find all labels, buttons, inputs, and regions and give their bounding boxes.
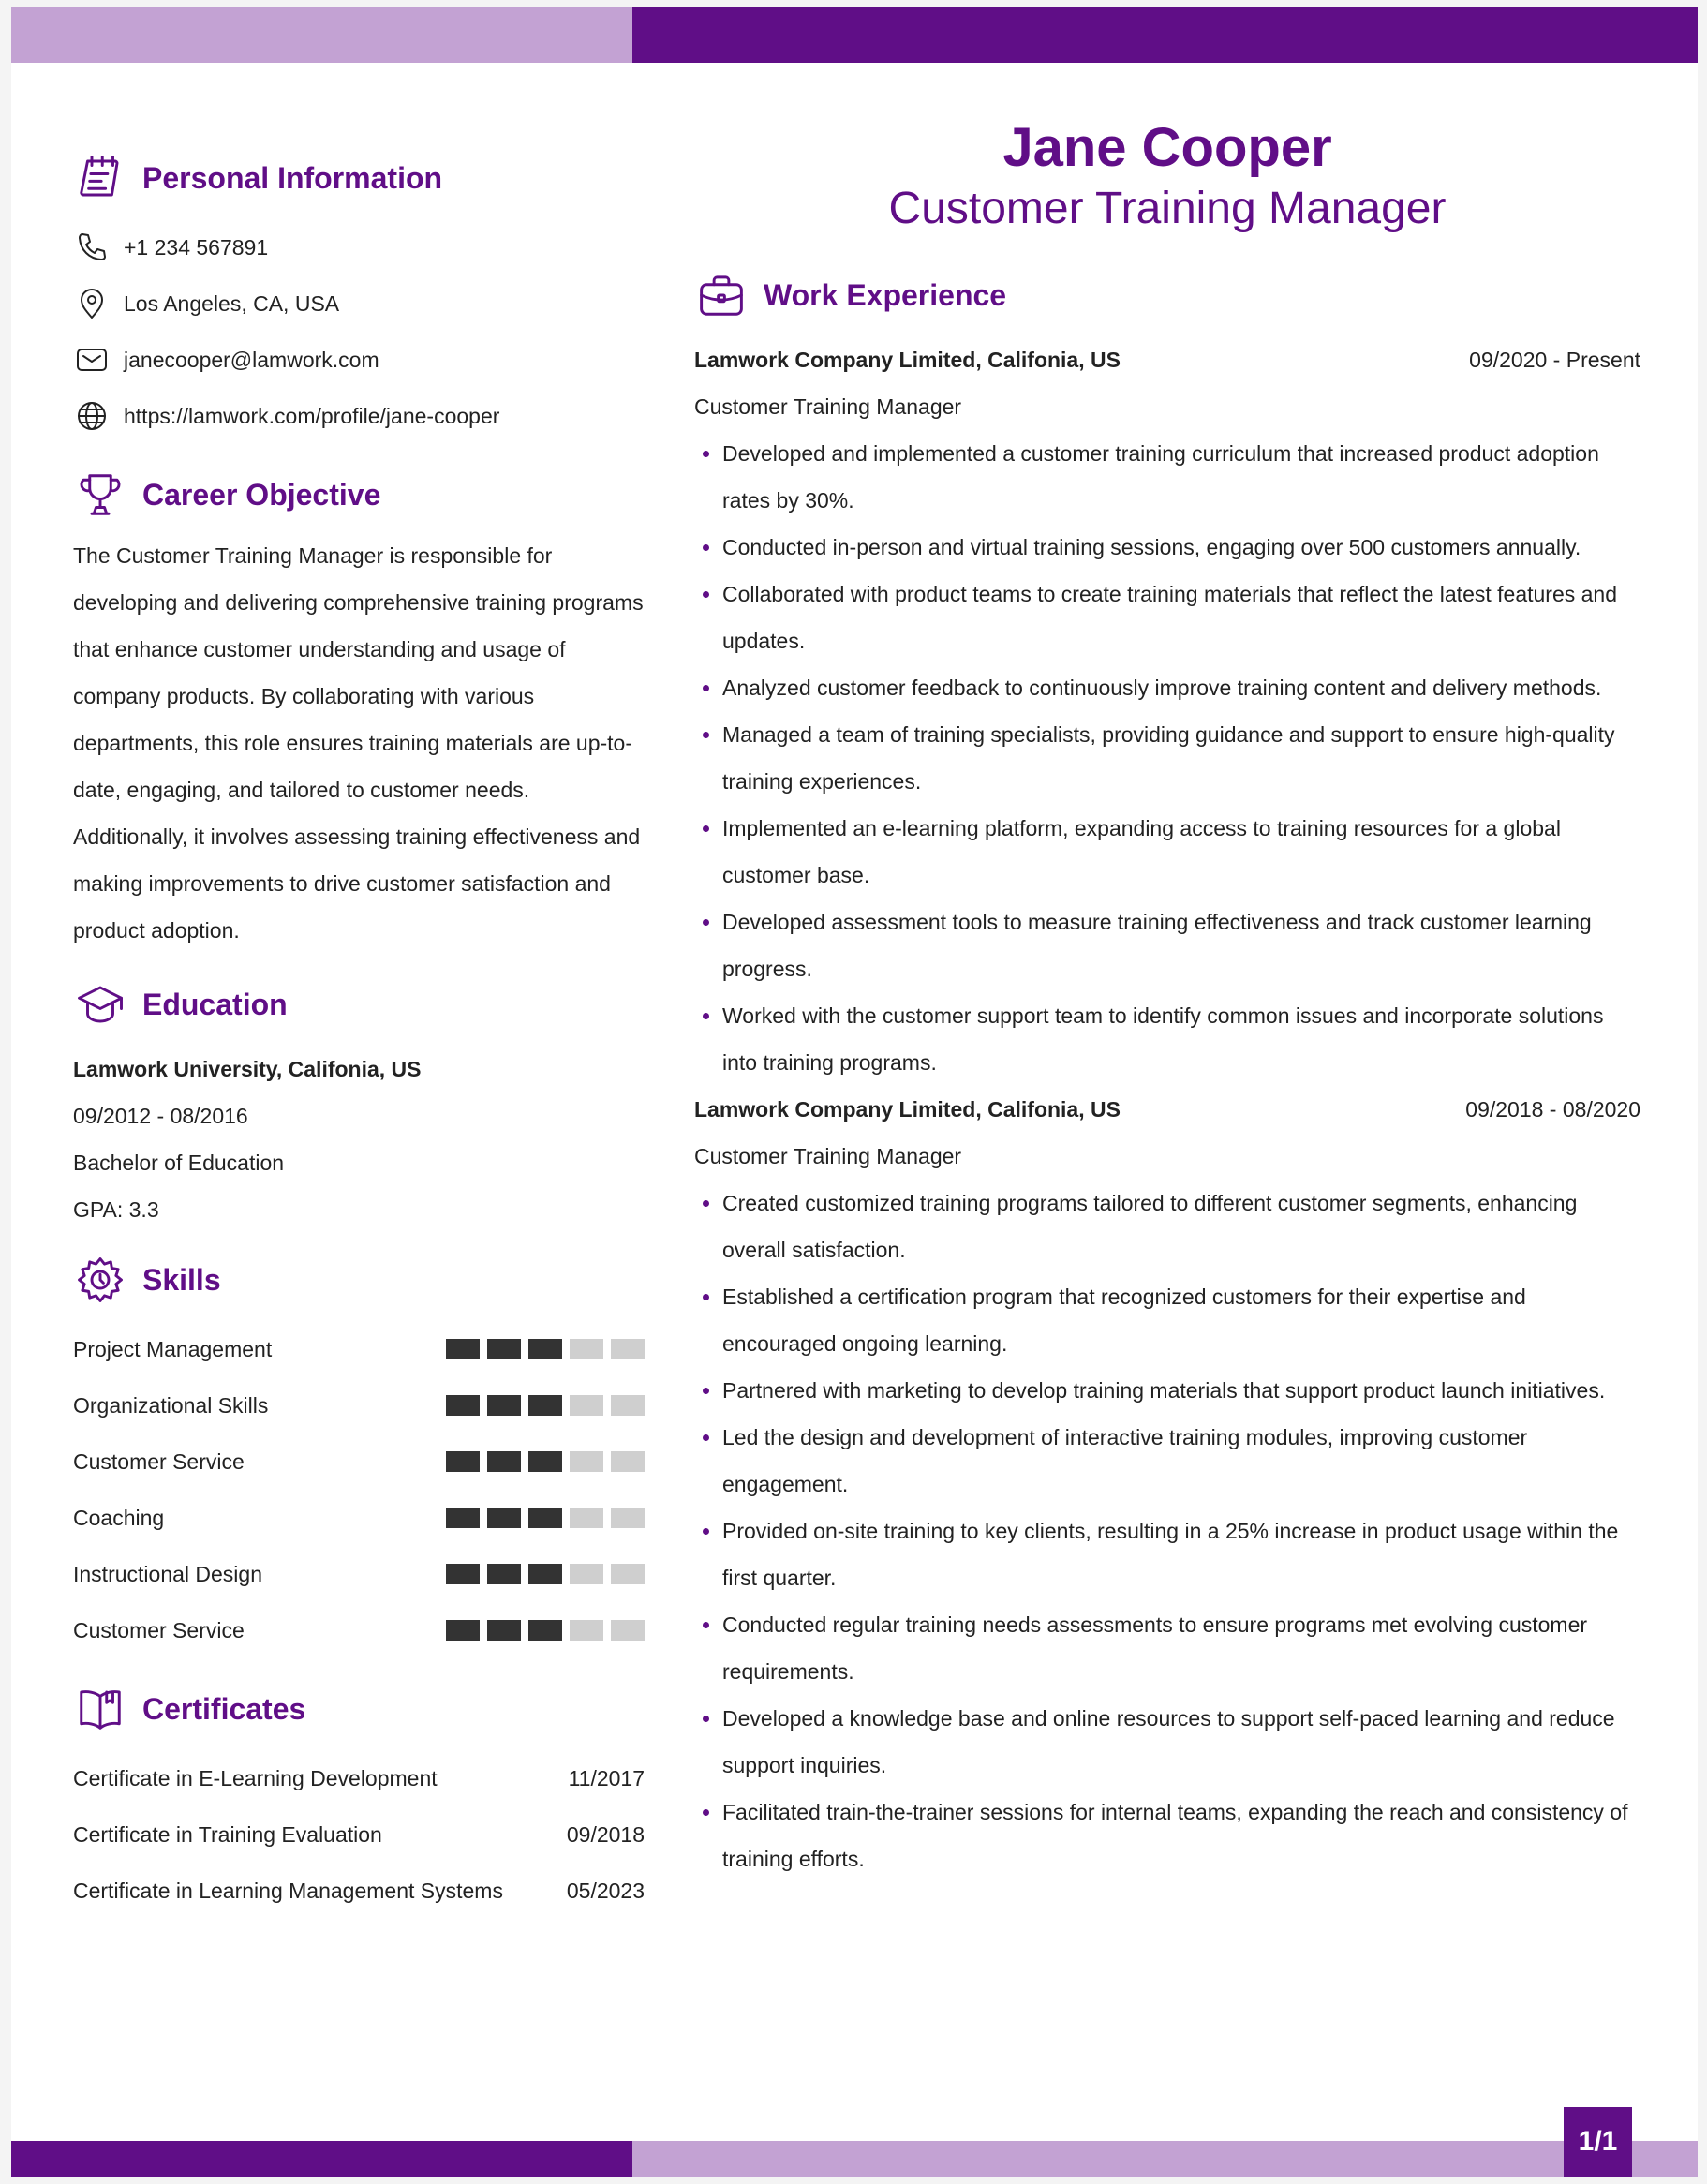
skill-name: Instructional Design xyxy=(73,1561,262,1586)
skill-level-segment xyxy=(487,1451,521,1472)
job-header xyxy=(694,336,1640,383)
location-text: Los Angeles, CA, USA xyxy=(124,290,340,316)
skill-level-bar xyxy=(446,1508,645,1528)
work-title: Work Experience xyxy=(764,277,1007,312)
skill-level-segment xyxy=(570,1564,603,1584)
skill-level-segment xyxy=(611,1620,645,1641)
work-header xyxy=(694,265,1640,325)
skill-level-segment xyxy=(611,1451,645,1472)
education-gpa: GPA: 3.3 xyxy=(73,1197,159,1222)
certificates-header xyxy=(73,1679,645,1739)
job-bullet: Developed assessment tools to measure training effectiveness and track customer learning progress. xyxy=(694,899,1640,992)
certificate-date: 11/2017 xyxy=(568,1765,645,1790)
skill-name: Customer Service xyxy=(73,1449,245,1474)
personal-info-title: Personal Information xyxy=(142,160,443,195)
skill-level-segment xyxy=(611,1339,645,1359)
certificates-list xyxy=(73,1750,645,1919)
skill-name: Organizational Skills xyxy=(73,1392,269,1418)
job-bullet: Conducted in-person and virtual training sessions, engaging over 500 customers annually. xyxy=(694,524,1640,571)
job-entry xyxy=(694,336,1640,1086)
skill-name: Coaching xyxy=(73,1505,165,1530)
skills-title: Skills xyxy=(142,1262,221,1297)
bottom-bar-light xyxy=(632,2141,1698,2177)
skill-level-bar xyxy=(446,1451,645,1472)
job-header xyxy=(694,1086,1640,1133)
job-bullet: Developed and implemented a customer training curriculum that increased product adoption rates by 30%. xyxy=(694,430,1640,524)
skill-level-segment xyxy=(446,1564,480,1584)
certificate-row xyxy=(73,1863,645,1919)
job-bullets xyxy=(694,1180,1640,1882)
contact-website xyxy=(73,388,645,444)
job-bullet: Established a certification program that recognized customers for their expertise and encouraged ongoing learning. xyxy=(694,1273,1640,1367)
certificate-name: Certificate in Learning Management Systems xyxy=(73,1878,503,1903)
contact-phone xyxy=(73,219,645,275)
job-title: Customer Training Manager xyxy=(694,394,962,419)
skill-name: Customer Service xyxy=(73,1617,245,1642)
education-degree: Bachelor of Education xyxy=(73,1151,285,1175)
skill-level-segment xyxy=(528,1508,562,1528)
skill-row xyxy=(73,1434,645,1490)
skill-level-segment xyxy=(611,1395,645,1416)
certificate-date: 09/2018 xyxy=(566,1821,645,1847)
job-bullet: Led the design and development of interactive training modules, improving customer engagement. xyxy=(694,1414,1640,1508)
globe-icon xyxy=(73,397,111,435)
certificate-row xyxy=(73,1806,645,1863)
job-bullets xyxy=(694,430,1640,1086)
skill-level-segment xyxy=(487,1508,521,1528)
candidate-name: Jane Cooper xyxy=(1002,117,1332,178)
objective-title: Career Objective xyxy=(142,477,381,512)
certificate-date: 05/2023 xyxy=(566,1878,645,1903)
personal-info-icon xyxy=(73,151,127,205)
skill-row xyxy=(73,1321,645,1377)
skill-level-segment xyxy=(528,1395,562,1416)
gear-icon xyxy=(73,1253,127,1307)
contact-email xyxy=(73,332,645,388)
candidate-role: Customer Training Manager xyxy=(888,184,1447,233)
job-bullet: Facilitated train-the-trainer sessions for internal teams, expanding the reach and consistency of training efforts. xyxy=(694,1789,1640,1882)
education-school: Lamwork University, Califonia, US xyxy=(73,1057,422,1081)
objective-text: The Customer Training Manager is responsible for developing and delivering comprehensive training programs that enhance customer understanding and usage of company products. By collaborating with various departments, this role ensures training materials are up-to-date, engaging, and tailored to customer needs. Additionally, it involves assessing training effectiveness and making improvements to drive customer satisfaction and product adoption. xyxy=(73,543,644,943)
objective-header xyxy=(73,465,645,525)
skill-level-segment xyxy=(570,1395,603,1416)
top-bar-dark xyxy=(632,7,1698,63)
job-bullet: Managed a team of training specialists, providing guidance and support to ensure high-quality training experiences. xyxy=(694,711,1640,805)
email-text: janecooper@lamwork.com xyxy=(124,347,379,372)
skill-row xyxy=(73,1546,645,1602)
skills-list xyxy=(73,1321,645,1658)
skill-level-segment xyxy=(446,1339,480,1359)
skills-header xyxy=(73,1250,645,1310)
skill-level-bar xyxy=(446,1339,645,1359)
skill-level-segment xyxy=(611,1564,645,1584)
certificate-row xyxy=(73,1750,645,1806)
certificate-name: Certificate in E-Learning Development xyxy=(73,1765,438,1790)
bottom-bar-dark xyxy=(11,2141,632,2177)
job-bullet: Worked with the customer support team to identify common issues and incorporate solutions into training programs. xyxy=(694,992,1640,1086)
skill-level-segment xyxy=(570,1339,603,1359)
job-company: Lamwork Company Limited, Califonia, US xyxy=(694,347,1121,372)
certificates-title: Certificates xyxy=(142,1691,306,1726)
education-header xyxy=(73,974,645,1034)
skill-level-segment xyxy=(611,1508,645,1528)
skill-level-segment xyxy=(487,1395,521,1416)
job-bullet: Collaborated with product teams to create training materials that reflect the latest features and updates. xyxy=(694,571,1640,664)
skill-level-segment xyxy=(528,1620,562,1641)
certificate-name: Certificate in Training Evaluation xyxy=(73,1821,382,1847)
skill-row xyxy=(73,1490,645,1546)
job-title: Customer Training Manager xyxy=(694,1144,962,1168)
job-bullet: Implemented an e-learning platform, expanding access to training resources for a global customer base. xyxy=(694,805,1640,899)
personal-info-header xyxy=(73,148,645,208)
skill-level-segment xyxy=(570,1451,603,1472)
job-bullet: Provided on-site training to key clients, resulting in a 25% increase in product usage within the first quarter. xyxy=(694,1508,1640,1601)
job-bullet: Partnered with marketing to develop training materials that support product launch initiatives. xyxy=(694,1367,1640,1414)
skill-level-segment xyxy=(570,1620,603,1641)
skill-level-segment xyxy=(487,1564,521,1584)
education-period: 09/2012 - 08/2016 xyxy=(73,1104,248,1128)
briefcase-icon xyxy=(694,268,749,322)
skill-row xyxy=(73,1377,645,1434)
top-bar-light xyxy=(11,7,632,63)
page-number: 1/1 xyxy=(1564,2107,1632,2177)
skill-level-segment xyxy=(446,1508,480,1528)
resume-page xyxy=(11,7,1698,2177)
job-period: 09/2018 - 08/2020 xyxy=(1465,1096,1640,1122)
trophy-icon xyxy=(73,468,127,522)
job-entry xyxy=(694,1086,1640,1882)
jobs-list xyxy=(694,336,1640,1882)
skill-level-segment xyxy=(528,1339,562,1359)
skill-level-segment xyxy=(446,1620,480,1641)
skill-level-segment xyxy=(487,1620,521,1641)
skill-level-bar xyxy=(446,1620,645,1641)
book-icon xyxy=(73,1682,127,1736)
job-company: Lamwork Company Limited, Califonia, US xyxy=(694,1096,1121,1122)
skill-level-segment xyxy=(487,1339,521,1359)
right-column xyxy=(694,115,1640,1882)
skill-level-bar xyxy=(446,1564,645,1584)
skill-level-segment xyxy=(446,1395,480,1416)
skill-level-segment xyxy=(570,1508,603,1528)
job-bullet: Created customized training programs tailored to different customer segments, enhancing overall satisfaction. xyxy=(694,1180,1640,1273)
mail-icon xyxy=(73,341,111,379)
skill-level-segment xyxy=(528,1564,562,1584)
contact-location xyxy=(73,275,645,332)
skill-level-bar xyxy=(446,1395,645,1416)
skill-name: Project Management xyxy=(73,1336,273,1361)
website-text: https://lamwork.com/profile/jane-cooper xyxy=(124,403,500,428)
job-bullet: Conducted regular training needs assessments to ensure programs met evolving customer requirements. xyxy=(694,1601,1640,1695)
job-period: 09/2020 - Present xyxy=(1469,347,1640,372)
skill-level-segment xyxy=(446,1451,480,1472)
job-bullet: Analyzed customer feedback to continuously improve training content and delivery methods. xyxy=(694,664,1640,711)
location-pin-icon xyxy=(73,285,111,322)
education-title: Education xyxy=(142,987,288,1021)
left-column xyxy=(73,148,645,1919)
phone-text: +1 234 567891 xyxy=(124,234,269,260)
skill-level-segment xyxy=(528,1451,562,1472)
phone-icon xyxy=(73,229,111,266)
graduation-cap-icon xyxy=(73,977,127,1032)
skill-row xyxy=(73,1602,645,1658)
job-bullet: Developed a knowledge base and online resources to support self-paced learning and reduce support inquiries. xyxy=(694,1695,1640,1789)
